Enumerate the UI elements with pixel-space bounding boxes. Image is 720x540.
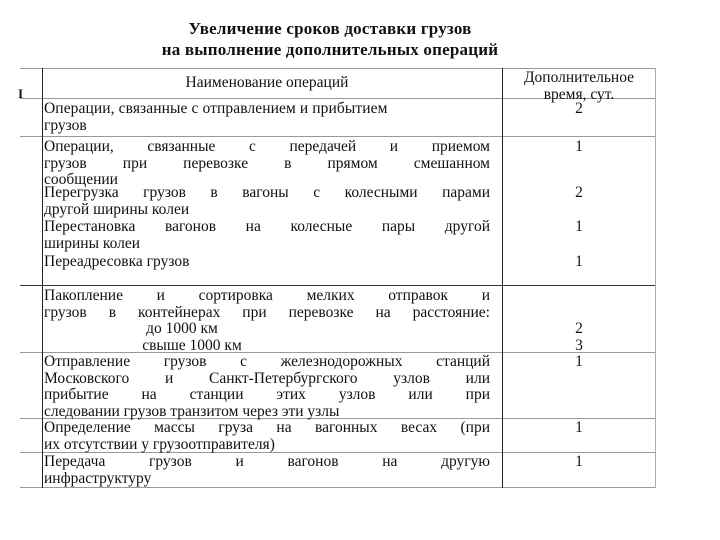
column-line bbox=[655, 68, 656, 488]
operation-text-line: свыше 1000 км bbox=[142, 336, 242, 354]
operation-name-cell bbox=[44, 254, 490, 271]
doc-title-line-1: Увеличение сроков доставки грузов bbox=[188, 19, 472, 38]
operation-name-cell bbox=[44, 101, 490, 134]
operation-text-line: до 1000 км bbox=[146, 320, 218, 338]
operation-text-line: грузов при перевозке в прямом смешанном bbox=[44, 154, 490, 172]
operation-name-cell bbox=[44, 185, 490, 218]
operation-text-line: прибытие на станции этих узлов или при bbox=[44, 386, 490, 404]
operation-text-line: Переадресовка грузов bbox=[44, 253, 190, 270]
additional-time-value: 1 bbox=[575, 253, 583, 270]
operation-name-cell bbox=[44, 354, 490, 420]
left-column-fragment: I bbox=[18, 86, 24, 101]
additional-time-value: 3 bbox=[575, 337, 583, 354]
header-time-line-2: время, сут. bbox=[543, 86, 615, 103]
operation-text-line: инфраструктуру bbox=[44, 469, 152, 487]
operation-text-line: Операции, связанные с передачей и приемом bbox=[44, 138, 490, 155]
header-additional-time bbox=[503, 69, 655, 103]
additional-time-value: 1 bbox=[575, 419, 583, 436]
operation-text-line: другой ширины колеи bbox=[44, 200, 190, 218]
additional-time-value: 1 bbox=[575, 218, 583, 235]
operation-text-line: Отправление грузов с железнодорожных станций bbox=[44, 353, 490, 370]
additional-time-value: 2 bbox=[575, 320, 583, 337]
operation-name-cell bbox=[44, 454, 490, 487]
operation-text-line: грузов bbox=[44, 116, 87, 134]
additional-time-value: 2 bbox=[575, 100, 583, 117]
operation-text-line: следовании грузов транзитом через эти узлы bbox=[44, 402, 340, 420]
header-time-line-1: Дополнительное bbox=[523, 69, 635, 86]
additional-time-value: 1 bbox=[575, 453, 583, 470]
operation-text-line: Перестановка вагонов на колесные пары другой bbox=[44, 218, 490, 235]
operation-text-line: сообщении bbox=[44, 171, 118, 189]
operation-text-line: Пакопление и сортировка мелких отправок и bbox=[44, 287, 490, 304]
table-divider bbox=[20, 285, 655, 286]
operation-name-cell bbox=[44, 219, 490, 252]
header-operation-name: Наименование операций bbox=[185, 74, 349, 91]
operation-text-line: Определение массы груза на вагонных весах (при bbox=[44, 419, 490, 436]
operation-name-cell bbox=[44, 288, 490, 354]
operation-text-line: Операции, связанные с отправлением и прибытием bbox=[44, 100, 388, 117]
doc-title-line-2: на выполнение дополнительных операций bbox=[161, 40, 499, 59]
additional-time-value: 2 bbox=[575, 184, 583, 201]
column-line bbox=[42, 68, 43, 488]
operation-text-line: Московского и Санкт-Петербургского узлов или bbox=[44, 369, 490, 387]
operation-name-cell bbox=[44, 420, 490, 453]
additional-time-value: 1 bbox=[575, 353, 583, 370]
additional-time-value: 1 bbox=[575, 138, 583, 155]
operation-text-line: их отсутствии у грузоотправителя) bbox=[44, 435, 275, 453]
operation-text-line: Перегрузка грузов в вагоны с колесными парами bbox=[44, 184, 490, 201]
table-divider bbox=[20, 136, 655, 137]
operation-text-line: грузов в контейнерах при перевозке на расстояние: bbox=[44, 303, 490, 321]
operation-text-line: Передача грузов и вагонов на другую bbox=[44, 453, 490, 470]
operation-text-line: ширины колеи bbox=[44, 234, 141, 252]
operation-name-cell bbox=[44, 139, 490, 189]
